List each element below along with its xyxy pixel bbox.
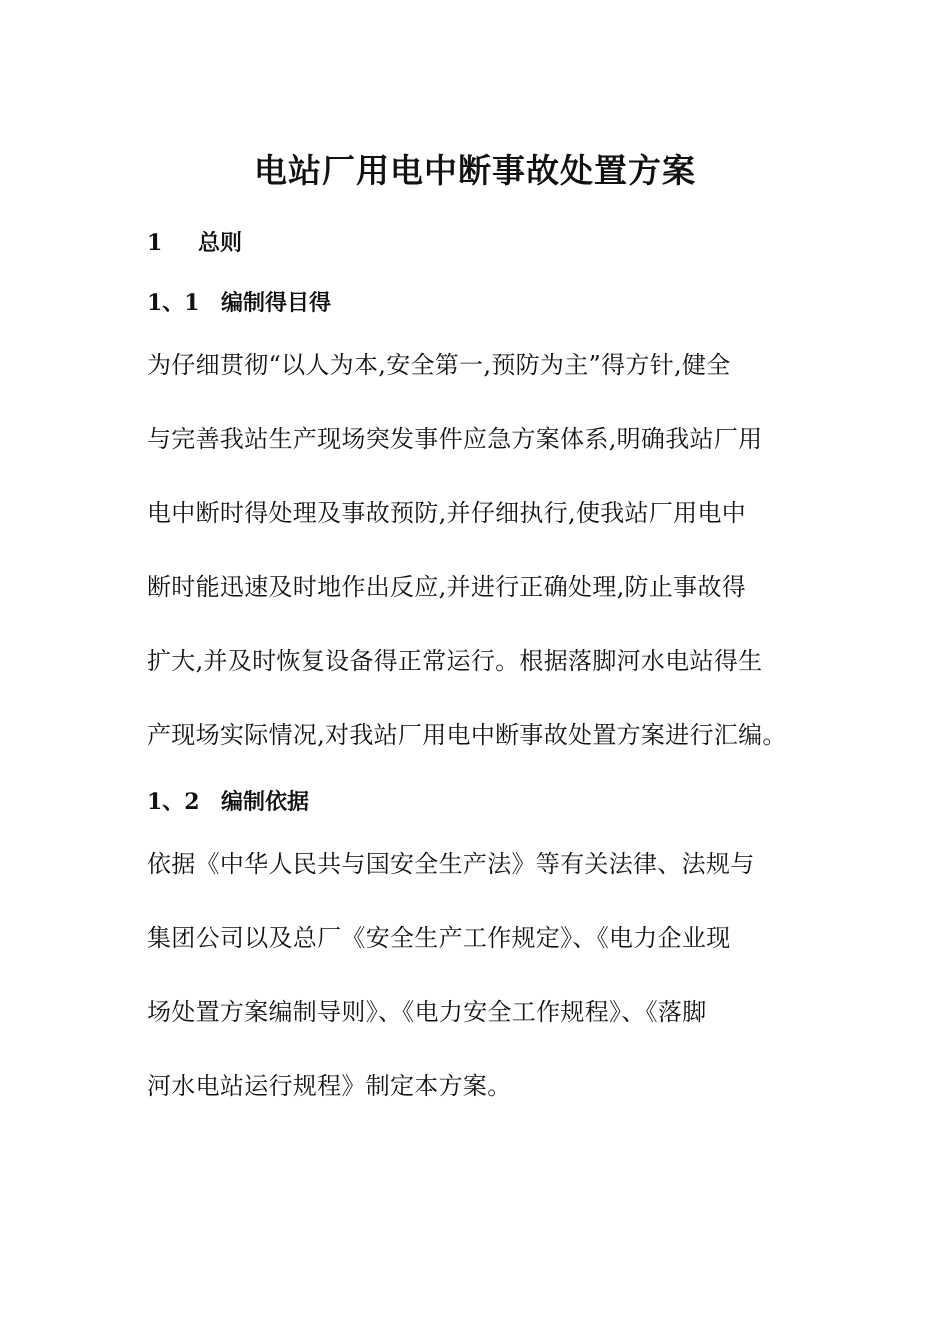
section-1-heading <box>147 226 242 261</box>
section-1-2-paragraph <box>147 827 807 1123</box>
paragraph-line: 集团公司以及总厂《安全生产工作规定》、《电力企业现 <box>147 924 731 952</box>
section-1-2-heading <box>147 785 309 820</box>
paragraph-line: 依据《中华人民共与国安全生产法》等有关法律、法规与 <box>147 850 755 878</box>
paragraph-line: 为仔细贯彻“以人为本,安全第一,预防为主”得方针,健全 <box>147 351 731 379</box>
section-1-number: 1 <box>147 230 163 256</box>
paragraph-line: 产现场实际情况,对我站厂用电中断事故处置方案进行汇编。 <box>147 721 787 749</box>
paragraph-line: 断时能迅速及时地作出反应,并进行正确处理,防止事故得 <box>147 573 747 601</box>
section-1-1-title: 编制得目得 <box>221 291 332 316</box>
section-1-2-title: 编制依据 <box>221 790 310 815</box>
paragraph-line: 与完善我站生产现场突发事件应急方案体系,明确我站厂用 <box>147 425 763 453</box>
section-1-1-heading <box>147 286 331 321</box>
paragraph-line: 场处置方案编制导则》、《电力安全工作规程》、《落脚 <box>147 998 707 1026</box>
section-1-title: 总则 <box>198 231 243 256</box>
paragraph-line: 电中断时得处理及事故预防,并仔细执行,使我站厂用电中 <box>147 499 747 527</box>
section-1-2-number: 1、2 <box>147 789 200 815</box>
section-1-1-number: 1、1 <box>147 290 200 316</box>
paragraph-line: 河水电站运行规程》制定本方案。 <box>147 1072 512 1100</box>
paragraph-line: 扩大,并及时恢复设备得正常运行。根据落脚河水电站得生 <box>147 647 763 675</box>
section-1-1-paragraph <box>147 328 807 772</box>
document-title: 电站厂用电中断事故处置方案 <box>254 151 696 190</box>
